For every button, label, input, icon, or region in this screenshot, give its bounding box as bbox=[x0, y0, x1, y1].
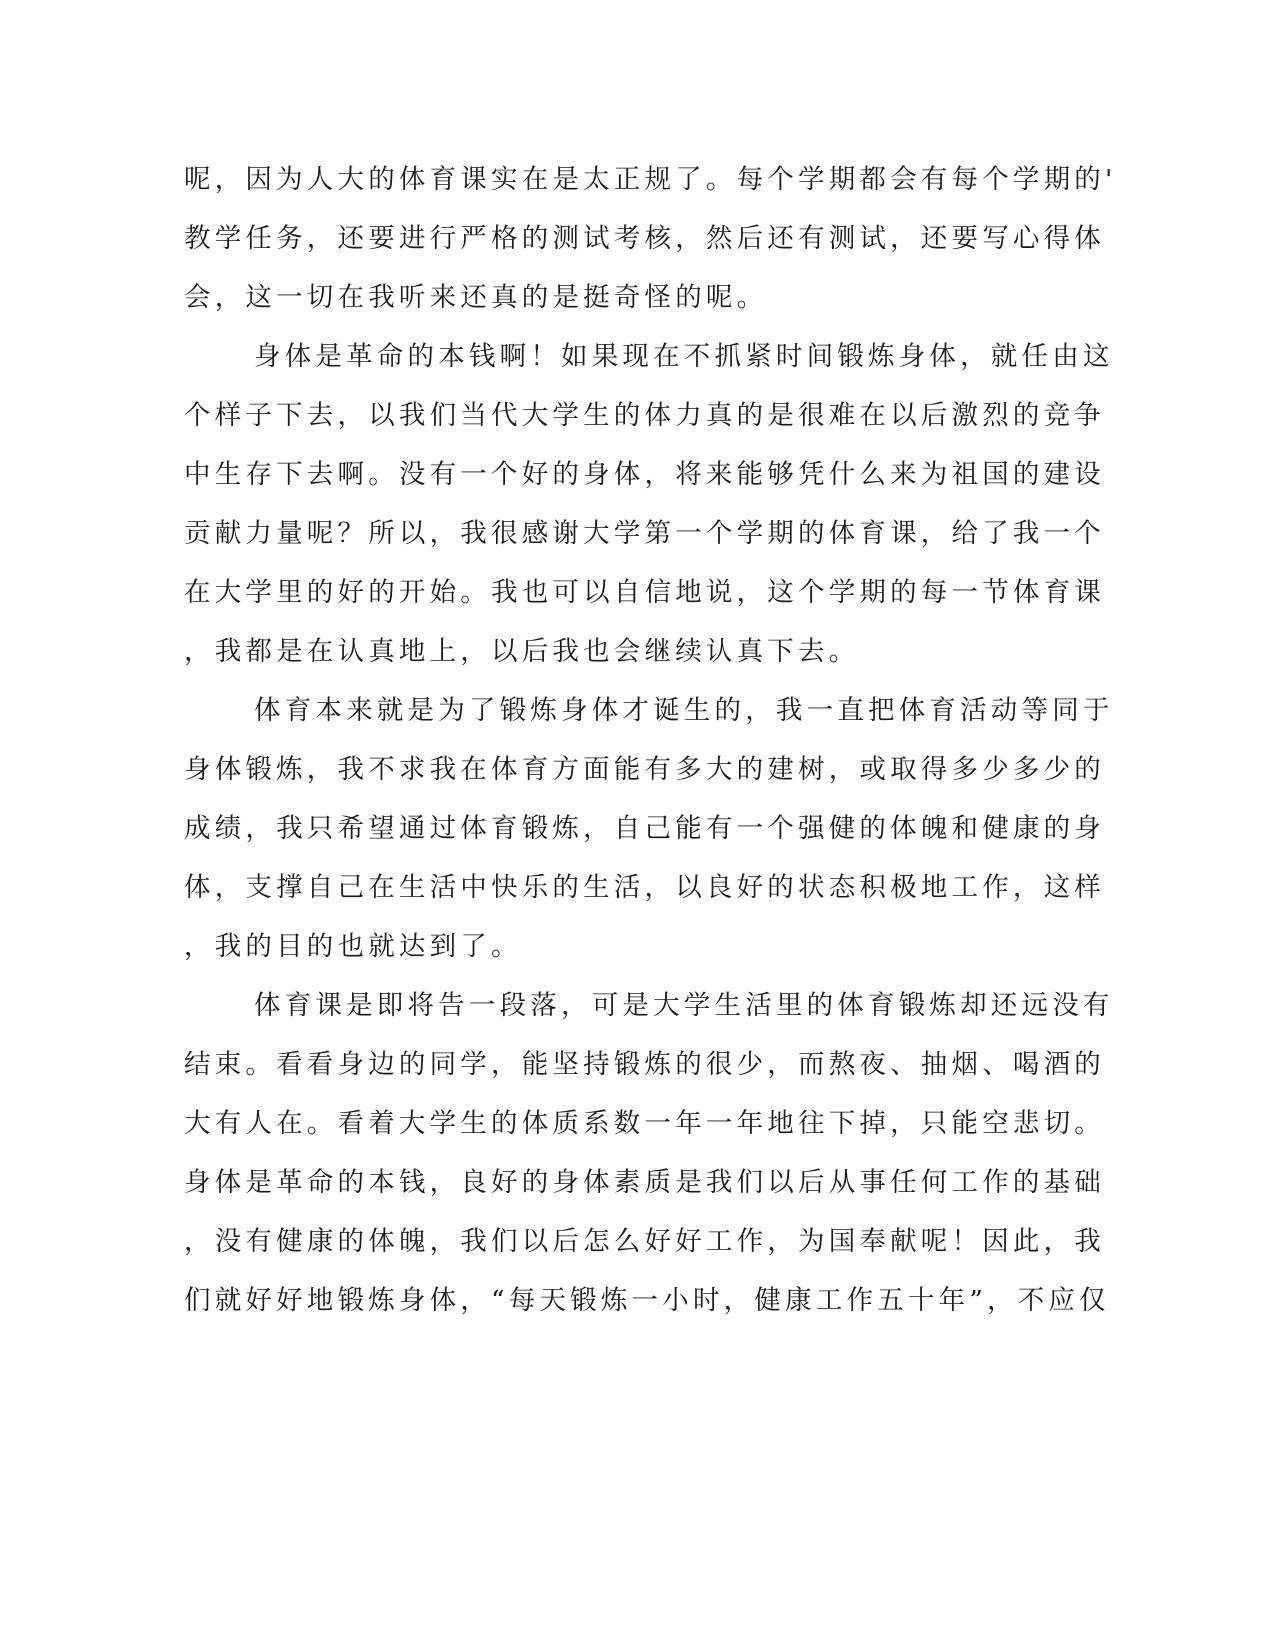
text-line: 身体是革命的本钱，良好的身体素质是我们以后从事任何工作的基础 bbox=[184, 1167, 1105, 1198]
text-line: 们就好好地锻炼身体，“每天锻炼一小时，健康工作五十年”，不应仅 bbox=[184, 1285, 1110, 1316]
text-line: ，我的目的也就达到了。 bbox=[184, 931, 522, 962]
text-line: 体，支撑自己在生活中快乐的生活，以良好的状态积极地工作，这样 bbox=[184, 872, 1105, 903]
text-line: ，没有健康的体魄，我们以后怎么好好工作，为国奉献呢！因此，我 bbox=[184, 1226, 1105, 1257]
paragraph-first-line: 体育课是即将告一段落，可是大学生活里的体育锻炼却还远没有 bbox=[254, 990, 1114, 1021]
text-line: 会，这一切在我听来还真的是挺奇怪的呢。 bbox=[184, 282, 768, 313]
text-line: 教学任务，还要进行严格的测试考核，然后还有测试，还要写心得体 bbox=[184, 223, 1105, 254]
paragraph-first-line: 身体是革命的本钱啊！如果现在不抓紧时间锻炼身体，就任由这 bbox=[254, 341, 1114, 372]
text-line: 中生存下去啊。没有一个好的身体，将来能够凭什么来为祖国的建设 bbox=[184, 459, 1105, 490]
paragraph-first-line: 体育本来就是为了锻炼身体才诞生的，我一直把体育活动等同于 bbox=[254, 695, 1114, 726]
text-line: 在大学里的好的开始。我也可以自信地说，这个学期的每一节体育课 bbox=[184, 577, 1105, 608]
text-line: 贡献力量呢？所以，我很感谢大学第一个学期的体育课，给了我一个 bbox=[184, 518, 1105, 549]
text-line: ，我都是在认真地上，以后我也会继续认真下去。 bbox=[184, 636, 860, 667]
text-line: 呢，因为人大的体育课实在是太正规了。每个学期都会有每个学期的' bbox=[184, 164, 1117, 195]
text-line: 成绩，我只希望通过体育锻炼，自己能有一个强健的体魄和健康的身 bbox=[184, 813, 1105, 844]
text-line: 结束。看看身边的同学，能坚持锻炼的很少，而熬夜、抽烟、喝酒的 bbox=[184, 1049, 1105, 1080]
text-line: 身体锻炼，我不求我在体育方面能有多大的建树，或取得多少多少的 bbox=[184, 754, 1105, 785]
text-line: 大有人在。看着大学生的体质系数一年一年地往下掉，只能空悲切。 bbox=[184, 1108, 1105, 1139]
text-line: 个样子下去，以我们当代大学生的体力真的是很难在以后激烈的竞争 bbox=[184, 400, 1105, 431]
